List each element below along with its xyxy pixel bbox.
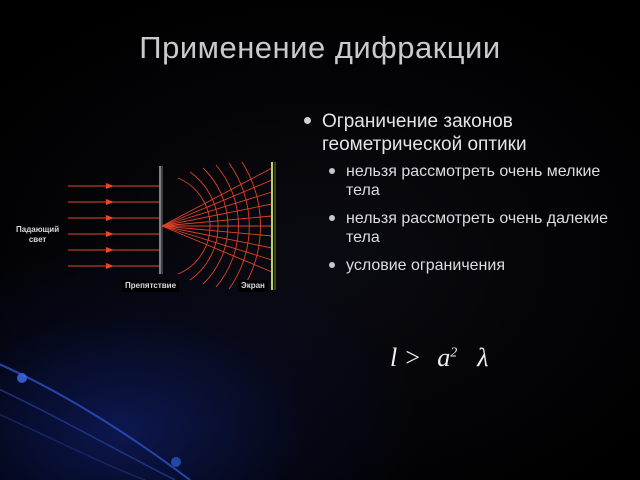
- bullet-text: нельзя рассмотреть очень далекие тела: [346, 210, 609, 246]
- bullet-level2: [326, 256, 630, 275]
- bullet-text: Ограничение законов геометрической оптики: [322, 111, 527, 155]
- bullet-level2: [326, 162, 630, 200]
- obstacle-plate: [160, 166, 162, 274]
- formula-denominator: λ: [477, 343, 489, 372]
- label-screen: Экран: [238, 280, 268, 292]
- label-incident-light: Падающий свет: [16, 225, 60, 244]
- bullet-list: [300, 110, 630, 284]
- bullet-text: нельзя рассмотреть очень мелкие тела: [346, 163, 601, 199]
- formula: [390, 343, 497, 373]
- formula-lhs: l >: [390, 343, 422, 372]
- diffracted-rays: [162, 168, 272, 272]
- bullet-level2: [326, 209, 630, 247]
- formula-fraction: [429, 343, 496, 373]
- bullet-dot-icon: [329, 215, 335, 221]
- bullet-dot-icon: [329, 262, 335, 268]
- bullet-sublist: [326, 162, 630, 275]
- label-obstacle: Препятствие: [122, 280, 179, 292]
- screen-line: [272, 162, 275, 290]
- formula-exponent: 2: [450, 345, 458, 361]
- bullet-dot-icon: [304, 117, 311, 124]
- bullet-text: условие ограничения: [346, 257, 505, 274]
- bullet-level1: [300, 110, 630, 156]
- bullet-dot-icon: [329, 168, 335, 174]
- page-title: Применение дифракции: [139, 30, 501, 65]
- formula-numerator: $a^2$: [437, 343, 458, 372]
- incident-wavefronts: [68, 186, 160, 266]
- diffraction-diagram: [10, 162, 310, 322]
- incident-arrow-heads: [106, 183, 114, 269]
